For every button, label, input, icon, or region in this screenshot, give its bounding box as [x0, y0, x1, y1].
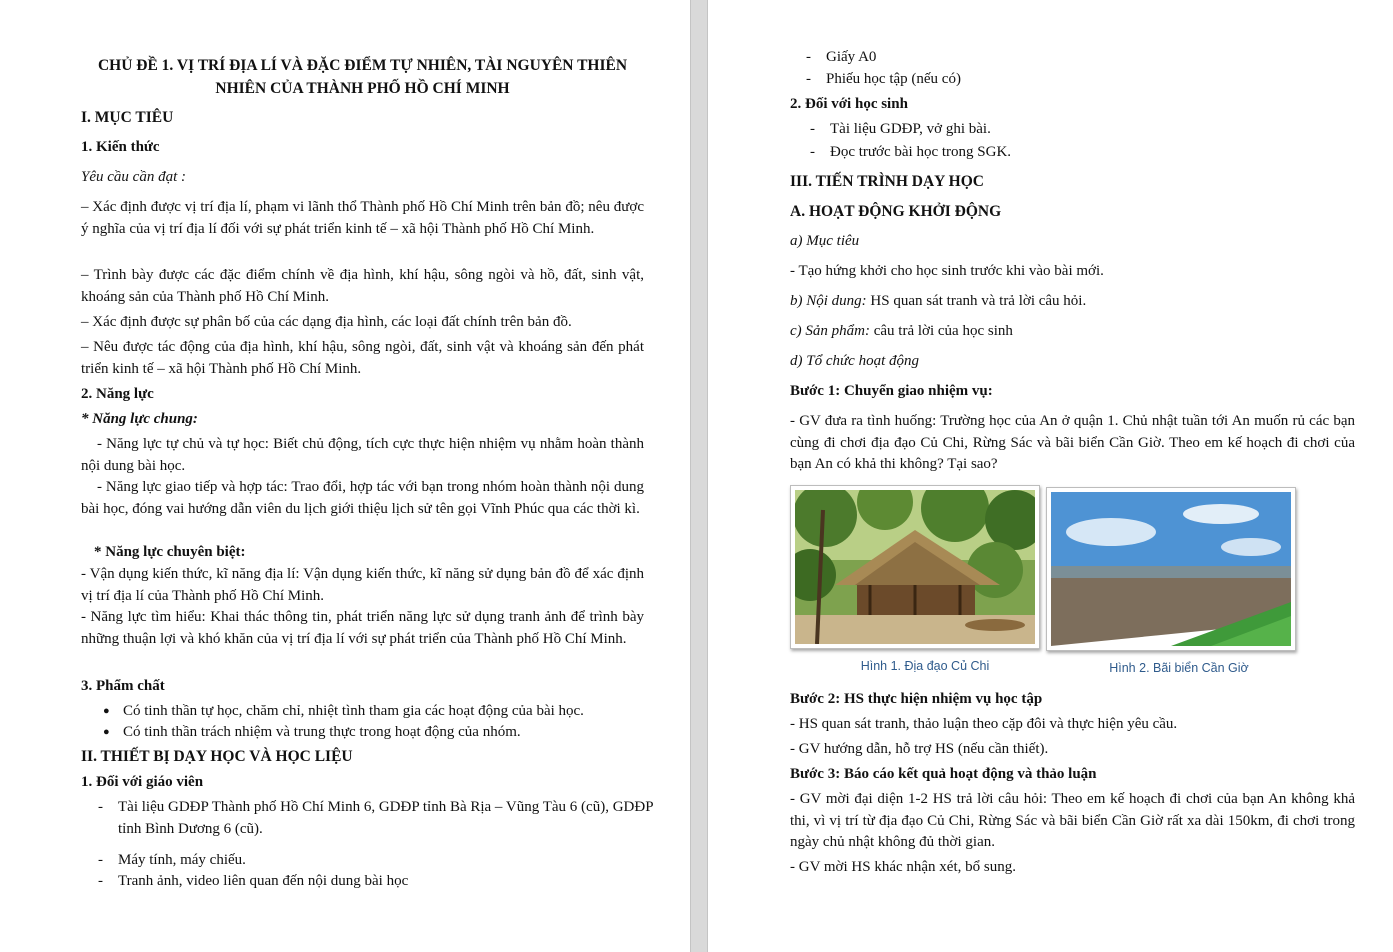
kien-thuc-item-4: – Nêu được tác động của địa hình, khí hậu, sông ngòi, đất, sinh vật và khoáng sản đến phát triển kinh tế – xã hội Thành phố Hồ Chí Minh. — [81, 339, 644, 377]
document-page-right — [708, 0, 1393, 952]
muc-tieu-label: a) Mục tiêu — [790, 233, 860, 249]
nang-luc-chuyen-biet-item-2: - Năng lực tìm hiểu: Khai thác thông tin, phát triển năng lực sử dụng tranh ảnh để trình bày những thuận lợi và khó khăn của vị trí địa lí với sự phát triển của Thành phố Hồ Chí Minh. — [81, 609, 644, 647]
san-pham-label: c) Sản phẩm: — [790, 323, 870, 339]
heading-muc-tieu: I. MỤC TIÊU — [81, 109, 174, 126]
bullet-icon: ● — [103, 726, 110, 738]
heading-tien-trinh: III. TIẾN TRÌNH DẠY HỌC — [790, 173, 984, 190]
buoc-2-text-1: - HS quan sát tranh, thảo luận theo cặp đôi và thực hiện yêu cầu. — [790, 716, 1178, 732]
nang-luc-chung-item-1: - Năng lực tự chủ và tự học: Biết chủ động, tích cực thực hiện nhiệm vụ nhằm hoàn thành nội dung bài học. — [81, 436, 644, 474]
document-title — [81, 54, 644, 100]
dash-marker: - — [810, 144, 815, 160]
photo-bai-bien-can-gio — [1046, 487, 1296, 651]
buoc-2-text-2: - GV hướng dẫn, hỗ trợ HS (nếu cần thiết). — [790, 741, 1049, 757]
bullet-icon: ● — [103, 705, 110, 717]
dash-marker: - — [98, 873, 103, 889]
giao-vien-item-5 — [790, 69, 1355, 91]
dash-marker: - — [806, 49, 811, 65]
buoc-1-heading: Bước 1: Chuyển giao nhiệm vụ: — [790, 383, 993, 399]
muc-tieu-text: - Tạo hứng khởi cho học sinh trước khi vào bài mới. — [790, 263, 1104, 279]
nang-luc-chuyen-biet-label: * Năng lực chuyên biệt: — [94, 544, 246, 560]
forest-hut-image — [795, 490, 1035, 644]
kien-thuc-item-3: – Xác định được sự phân bố của các dạng địa hình, các loại đất chính trên bản đồ. — [81, 314, 572, 330]
to-chuc-label: d) Tổ chức hoạt động — [790, 353, 920, 369]
dash-marker: - — [810, 121, 815, 137]
buoc-3-text-1: - GV mời đại diện 1-2 HS trả lời câu hỏi: Theo em kế hoạch đi chơi của bạn An không khả thi, vì vị trí từ địa đạo Củ Chi, Rừng Sác và bãi biển Cần Giờ rất xa dài 150km, đi chơi trong ngày chủ nhật không đủ thời gian. — [790, 791, 1355, 850]
document-page-left — [0, 0, 690, 952]
hoc-sinh-text-2: Đọc trước bài học trong SGK. — [830, 144, 1012, 160]
san-pham-line — [790, 321, 1355, 343]
nang-luc-chuyen-biet-item-1: - Vận dụng kiến thức, kĩ năng địa lí: Vận dụng kiến thức, kĩ năng sử dụng bản đồ để xác định vị trí địa lí của Thành phố Hồ Chí Minh. — [81, 566, 644, 604]
giao-vien-text-2: Máy tính, máy chiếu. — [118, 852, 246, 868]
heading-doi-voi-giao-vien: 1. Đối với giáo viên — [81, 774, 204, 790]
heading-kien-thuc: 1. Kiến thức — [81, 139, 160, 155]
giao-vien-item-2 — [81, 850, 644, 872]
nang-luc-chung-label: * Năng lực chung: — [81, 411, 198, 427]
photo-dia-dao-cu-chi — [790, 485, 1040, 649]
giao-vien-item-4 — [790, 47, 1355, 69]
buoc-3-text-2: - GV mời HS khác nhận xét, bổ sung. — [790, 859, 1016, 875]
san-pham-text: câu trả lời của học sinh — [869, 323, 1013, 339]
page-gutter — [690, 0, 708, 952]
pham-chat-item-2 — [81, 722, 644, 744]
giao-vien-item-1 — [81, 797, 658, 840]
dash-marker: - — [98, 852, 103, 868]
hoc-sinh-item-2 — [790, 142, 1355, 164]
kien-thuc-item-1: – Xác định được vị trí địa lí, phạm vi lãnh thổ Thành phố Hồ Chí Minh trên bản đồ; nêu được ý nghĩa của vị trí địa lí đối với sự phát triển kinh tế – xã hội Thành phố Hồ Chí Minh. — [81, 199, 644, 237]
pham-chat-item-1 — [81, 701, 644, 723]
kien-thuc-item-2: – Trình bày được các đặc điểm chính về địa hình, khí hậu, sông ngòi và hồ, đất, sinh vật, khoáng sản của Thành phố Hồ Chí Minh. — [81, 267, 644, 305]
title-line-1: CHỦ ĐỀ 1. VỊ TRÍ ĐỊA LÍ VÀ ĐẶC ĐIỂM TỰ NHIÊN, TÀI NGUYÊN THIÊN — [97, 57, 628, 74]
noi-dung-text: HS quan sát tranh và trả lời câu hỏi. — [866, 293, 1087, 309]
dash-marker: - — [98, 799, 103, 815]
yeu-cau-label: Yêu cầu cần đạt : — [81, 169, 186, 185]
giao-vien-text-4: Giấy A0 — [826, 49, 877, 65]
buoc-1-text: - GV đưa ra tình huống: Trường học của An ở quận 1. Chủ nhật tuần tới An muốn rủ các bạn cùng đi chơi địa đạo Củ Chi, Rừng Sác và bãi biển Cần Giờ. Theo em kế hoạch đi chơi của bạn An có khả thi không? Tại sao? — [790, 413, 1355, 472]
pham-chat-text-2: Có tinh thần trách nhiệm và trung thực trong hoạt động của nhóm. — [123, 724, 521, 740]
giao-vien-text-3: Tranh ảnh, video liên quan đến nội dung bài học — [118, 873, 409, 889]
giao-vien-text-1: Tài liệu GDĐP Thành phố Hồ Chí Minh 6, GDĐP tỉnh Bà Rịa – Vũng Tàu 6 (cũ), GDĐP tỉnh Bình Dương 6 (cũ). — [118, 799, 653, 837]
heading-nang-luc: 2. Năng lực — [81, 386, 154, 402]
noi-dung-label: b) Nội dung: — [790, 293, 867, 309]
heading-pham-chat: 3. Phẩm chất — [81, 678, 165, 694]
beach-image — [1051, 492, 1291, 646]
pham-chat-text-1: Có tinh thần tự học, chăm chỉ, nhiệt tình tham gia các hoạt động của bài học. — [123, 703, 584, 719]
hoc-sinh-item-1 — [790, 119, 1355, 141]
heading-doi-voi-hoc-sinh: 2. Đối với học sinh — [790, 96, 908, 112]
giao-vien-text-5: Phiếu học tập (nếu có) — [826, 71, 961, 87]
caption-photo-1: Hình 1. Địa đạo Củ Chi — [860, 659, 990, 673]
buoc-3-heading: Bước 3: Báo cáo kết quả hoạt động và thảo luận — [790, 766, 1097, 782]
caption-photo-2: Hình 2. Bãi biển Cần Giờ — [1109, 661, 1249, 675]
hoc-sinh-text-1: Tài liệu GDĐP, vở ghi bài. — [830, 121, 991, 137]
buoc-2-heading: Bước 2: HS thực hiện nhiệm vụ học tập — [790, 691, 1043, 707]
noi-dung-line — [790, 291, 1355, 313]
dash-marker: - — [806, 71, 811, 87]
nang-luc-chung-item-2: - Năng lực giao tiếp và hợp tác: Trao đổi, hợp tác với bạn trong nhóm hoàn thành nội dung bài học, đóng vai hướng dẫn viên du lịch giới thiệu lịch sử tên gọi Vĩnh Phúc qua các thời kì. — [81, 479, 644, 517]
heading-hoat-dong-khoi-dong: A. HOẠT ĐỘNG KHỞI ĐỘNG — [790, 203, 1002, 220]
heading-thiet-bi: II. THIẾT BỊ DẠY HỌC VÀ HỌC LIỆU — [81, 748, 353, 765]
giao-vien-item-3 — [81, 871, 644, 893]
title-line-2: NHIÊN CỦA THÀNH PHỐ HỒ CHÍ MINH — [215, 80, 510, 97]
